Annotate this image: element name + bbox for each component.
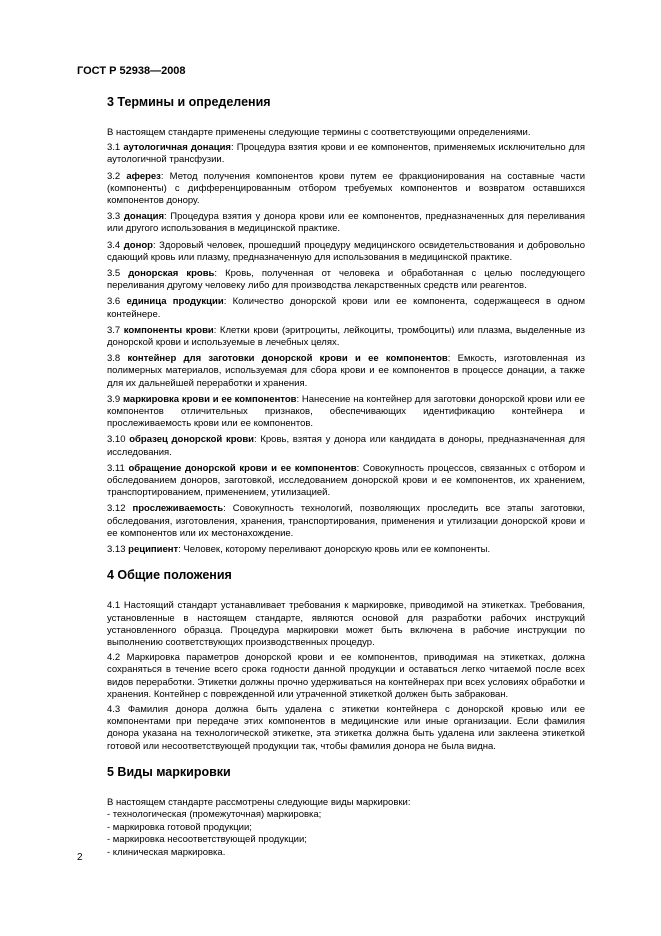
- term-definition: [107, 544, 585, 556]
- term-definition: [107, 325, 585, 349]
- term-number: 3.7: [107, 324, 121, 336]
- term-definition: [107, 268, 585, 292]
- term-name: компоненты крови: [123, 324, 214, 336]
- term-definition: [107, 142, 585, 166]
- section-5-intro: В настоящем стандарте рассмотрены следующие виды маркировки:: [107, 796, 411, 808]
- term-text: : Человек, которому переливают донорскую кровь или ее компоненты.: [178, 544, 491, 556]
- general-provisions: [107, 600, 585, 752]
- list-item: - клиническая маркировка.: [107, 846, 226, 858]
- term-text: : Емкость, изготовленная из полимерных материалов, используемая для сбора крови и ее компонентов в процессе донации, а также для их дальнейшей переработки и хранения.: [107, 353, 586, 389]
- term-definition: [107, 211, 585, 235]
- term-name: маркировка крови и ее компонентов: [123, 393, 297, 405]
- term-text: : Совокупность процессов, связанных с отбором и обследованием доноров, заготовкой, исследованием донорской крови и ее компонентов, их хранением, транспортированием, применением, утилизацией.: [107, 462, 586, 499]
- term-text: : Метод получения компонентов крови путем ее фракционирования на составные части (компоненты) с дифференцированным отбором требуемых компонентов и возвратом оставшихся компонентов донору.: [107, 170, 586, 207]
- document-body: [107, 96, 585, 859]
- provision-paragraph: 4.3 Фамилия донора должна быть удалена с этикетки контейнера с донорской кровью или ее компонентами при передаче этих компонентов в медицинские или иные организации. Если фамилия донора указана на технологической этикетке, эта этикетка должна быть удалена или заклеена этикеткой готовой или несоответствующей продукции так, чтобы фамилия донора не была видна.: [107, 703, 585, 752]
- term-text: : Кровь, полученная от человека и обработанная с целью последующего переливания другому человеку либо для производства лекарственных средств или реагентов.: [107, 268, 585, 292]
- term-name: аферез: [126, 170, 161, 182]
- term-number: 3.3: [107, 211, 121, 223]
- term-text: : Кровь, взятая у донора или кандидата в доноры, предназначенная для исследования.: [107, 434, 585, 458]
- term-name: донор: [123, 239, 153, 251]
- section-3-intro: В настоящем стандарте применены следующие термины с соответствующими определениями.: [107, 127, 531, 138]
- term-definition: [107, 434, 585, 458]
- term-name: прослеживаемость: [132, 503, 224, 515]
- term-number: 3.6: [107, 296, 121, 308]
- term-number: 3.12: [107, 503, 126, 515]
- term-number: 3.10: [107, 434, 126, 446]
- list-item: - маркировка несоответствующей продукции;: [107, 834, 307, 846]
- term-definition: [107, 394, 585, 431]
- term-number: 3.13: [107, 544, 126, 556]
- term-definition: [107, 240, 585, 264]
- term-text: : Совокупность технологий, позволяющих проследить все этапы заготовки, обследования, изготовления, хранения, транспортирования, применения и утилизации донорской крови и ее компонентов или их местонахождение.: [107, 503, 585, 539]
- term-number: 3.2: [107, 170, 121, 182]
- term-number: 3.4: [107, 239, 121, 251]
- term-text: : Нанесение на контейнер для заготовки донорской крови или ее компонентов отличительных признаков, обеспечивающих идентификацию контейнера и прослеживаемость крови или ее компонентов.: [107, 393, 585, 430]
- marking-types-list: [107, 809, 585, 859]
- term-definition: [107, 171, 585, 208]
- term-number: 3.8: [107, 353, 121, 365]
- section-5-title: 5 Виды маркировки: [107, 764, 231, 779]
- provision-paragraph: 4.2 Маркировка параметров донорской крови и ее компонентов, приводимая на этикетках, должна сохраняться в течение всего срока годности данной продукции и оставаться легко читаемой после всех видов переработки. Этикетки должны прочно удерживаться на контейнерах при всех условиях обработки и хранения. Контейнер с поврежденной или утраченной этикеткой должен быть забракован.: [107, 652, 585, 700]
- term-name: обращение донорской крови и ее компонентов: [128, 462, 357, 474]
- term-text: : Количество донорской крови или ее компонента, содержащееся в одном контейнере.: [107, 296, 585, 320]
- term-name: образец донорской крови: [129, 434, 255, 446]
- term-definition: [107, 353, 585, 390]
- provision-paragraph: 4.1 Настоящий стандарт устанавливает требования к маркировке, приводимой на этикетках. Требования, установленные в настоящем стандарте, являются основой для разработки рабочих инструкций установленного образца. Процедура маркировки может быть включена в рабочие инструкции по выполнению соответствующих производственных процедур.: [107, 600, 585, 648]
- term-name: реципиент: [128, 544, 179, 556]
- term-name: донация: [123, 211, 164, 223]
- term-name: единица продукции: [126, 296, 224, 308]
- term-definition: [107, 463, 585, 500]
- term-text: : Процедура взятия крови и ее компонентов, применяемых исключительно для аутологичной трансфузии.: [107, 142, 585, 166]
- list-item: - маркировка готовой продукции;: [107, 821, 252, 833]
- document-header: ГОСТ Р 52938—2008: [77, 65, 186, 77]
- term-definition: [107, 296, 585, 320]
- term-number: 3.11: [107, 462, 125, 474]
- page-number: 2: [77, 852, 83, 863]
- term-number: 3.1: [107, 142, 121, 154]
- section-4-title: 4 Общие положения: [107, 568, 232, 583]
- term-name: донорская кровь: [128, 268, 215, 280]
- term-number: 3.5: [107, 268, 121, 280]
- term-number: 3.9: [107, 393, 121, 405]
- section-3-title: 3 Термины и определения: [107, 95, 271, 109]
- terms-list: [107, 142, 585, 556]
- term-text: : Здоровый человек, прошедший процедуру медицинского освидетельствования и добровольно сдающий кровь или плазму, предназначенную для использования в медицинской практике.: [107, 239, 586, 263]
- term-name: контейнер для заготовки донорской крови и ее компонентов: [127, 353, 448, 365]
- term-definition: [107, 503, 585, 540]
- term-name: аутологичная донация: [123, 142, 231, 154]
- term-text: : Клетки крови (эритроциты, лейкоциты, тромбоциты) или плазма, выделенные из донорской крови и используемые в лечебных целях.: [107, 324, 585, 349]
- term-text: : Процедура взятия у донора крови или ее компонентов, предназначенных для переливания или другого использования в медицинской практике.: [107, 211, 585, 235]
- list-item: - технологическая (промежуточная) маркировка;: [107, 808, 322, 820]
